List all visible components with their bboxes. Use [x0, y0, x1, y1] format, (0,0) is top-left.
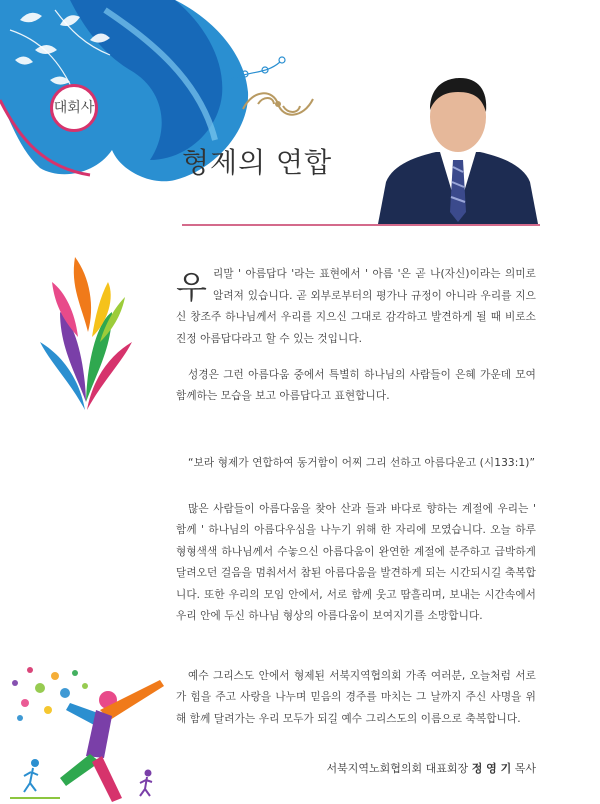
signature [176, 760, 536, 776]
paragraph-blessing: 예수 그리스도 안에서 형제된 서북지역협의회 가족 여러분, 오늘처럼 서로가 힘을 주고 사랑을 나누며 믿음의 경주를 마치는 그 날까지 주신 사명을 위해 함께 달려가는 우리 모두가 되길 예수 그리스도의 이름으로 축복합니다. [176, 669, 536, 725]
torch-emblem-icon [30, 252, 142, 410]
paragraph-gathering: 많은 사람들이 아름다움을 찾아 산과 들과 바다로 향하는 계절에 우리는 ' 함께 ' 하나님의 아름다우심을 나누기 위해 한 자리에 모였습니다. 오늘 하루 형형색색 하나님께서 수놓으신 아름다움이 완연한 계절에 분주하고 급박하게 달려오던 걸음을 멈춰서서 참된 아름다움을 발견하게 되는 시간되시길 축복합니다. 또한 우리의 모임 안에서, 서로 함께 웃고 땀흘리며, 보내는 시간속에서 우리 안에 두신 하나님 형상의 아름다움이 보여지기를 소망합니다. [176, 502, 536, 623]
section-badge: 대회사 [50, 84, 98, 132]
paragraph-intro-text: 리말 ' 아름답다 '라는 표현에서 ' 아름 '은 곧 나(자신)이라는 의미로 알려져 있습니다. 곧 외부로부터의 평가나 규정이 아니라 우리를 지으신 창조주 하나님께서 우리를 지으신 그대로 감각하고 발견하게 될 때 비로소 진정 아름답다라고 할 수 있는 것입니다. [176, 268, 536, 345]
signature-name: 정 영 기 [471, 762, 512, 775]
signature-title: 목사 [514, 762, 536, 775]
signature-org: 서북지역노회협의회 대표회장 [326, 762, 469, 775]
title-divider [182, 224, 540, 226]
ornament-flourish-icon [238, 84, 318, 124]
drop-cap: 우 [176, 268, 208, 306]
paragraph-intro [176, 264, 536, 350]
runner-illustration [0, 658, 175, 804]
portrait-photo [378, 72, 538, 224]
paragraph-scripture-intro: 성경은 그런 아름다움 중에서 특별히 하나님의 사람들이 은혜 가운데 모여 함께하는 모습을 보고 아름답다고 표현합니다. [176, 368, 536, 403]
page-title: 형제의 연합 [182, 146, 333, 179]
scripture-quote: “보라 형제가 연합하여 동거함이 어찌 그리 선하고 아름다운고 (시133:1)” [188, 456, 536, 469]
